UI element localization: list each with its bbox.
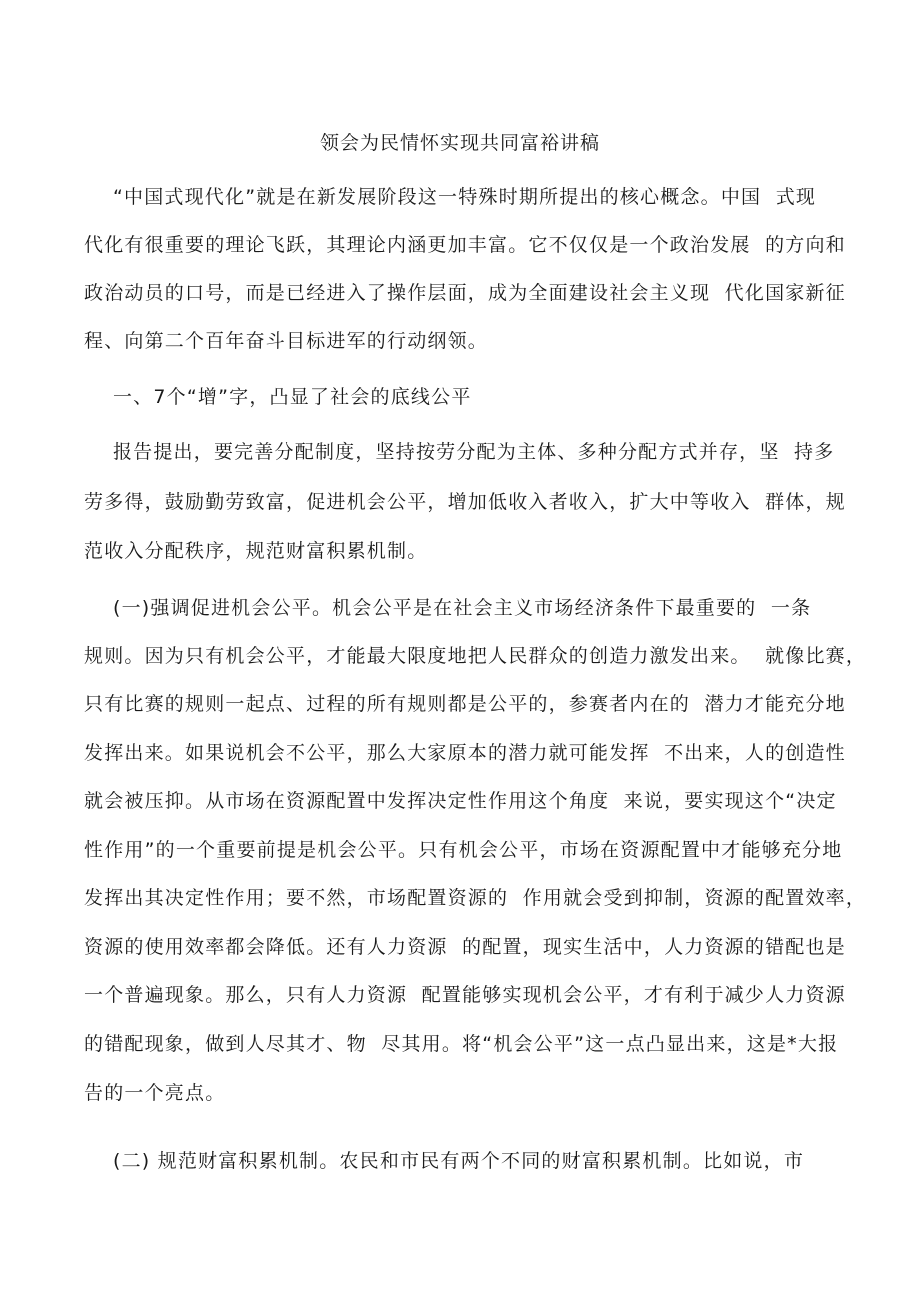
text-line: 代化有很重要的理论飞跃，其理论内涵更加丰富。它不仅仅是一个政治发展 的方向和 — [84, 234, 846, 256]
text-line: 政治动员的口号，而是已经进入了操作层面，成为全面建设社会主义现 代化国家新征 — [84, 282, 846, 304]
text-line: “中国式现代化”就是在新发展阶段这一特殊时期所提出的核心概念。中国 式现 — [84, 186, 817, 208]
text-line: 就会被压抑。从市场在资源配置中发挥决定性作用这个角度 来说，要实现这个“决定 — [84, 790, 837, 812]
text-line: 一个普遍现象。那么，只有人力资源 配置能够实现机会公平，才有利于减少人力资源 — [84, 984, 846, 1006]
section-heading: 一、7个“增”字，凸显了社会的底线公平 — [84, 386, 472, 408]
text-line: 发挥出其决定性作用；要不然，市场配置资源的 作用就会受到抑制，资源的配置效率， — [84, 887, 867, 909]
text-line: (二) 规范财富积累机制。农民和市民有两个不同的财富积累机制。比如说，市 — [84, 1150, 805, 1172]
text-line: 劳多得，鼓励勤劳致富，促进机会公平，增加低收入者收入，扩大中等收入 群体，规 — [84, 491, 846, 513]
text-line: 资源的使用效率都会降低。还有人力资源 的配置，现实生活中，人力资源的错配也是 — [84, 936, 846, 958]
text-line: 的错配现象，做到人尽其才、物 尽其用。将“机会公平”这一点凸显出来，这是*大报 — [84, 1033, 839, 1055]
text-line: 只有比赛的规则一起点、过程的所有规则都是公平的，参赛者内在的 潜力才能充分地 — [84, 693, 846, 715]
page-title: 领会为民情怀实现共同富裕讲稿 — [319, 132, 600, 154]
text-line: 性作用”的一个重要前提是机会公平。只有机会公平，市场在资源配置中才能够充分地 — [84, 839, 843, 861]
text-line: 程、向第二个百年奋斗目标进军的行动纲领。 — [84, 330, 489, 352]
text-line: 告的一个亮点。 — [84, 1082, 226, 1104]
text-line: (一)强调促进机会公平。机会公平是在社会主义市场经济条件下最重要的 一条 — [84, 597, 812, 619]
text-line: 范收入分配秩序，规范财富积累机制。 — [84, 540, 428, 562]
text-line: 规则。因为只有机会公平，才能最大限度地把人民群众的创造力激发出来。 就像比赛， — [84, 645, 867, 667]
text-line: 发挥出来。如果说机会不公平，那么大家原本的潜力就可能发挥 不出来，人的创造性 — [84, 742, 846, 764]
text-line: 报告提出，要完善分配制度，坚持按劳分配为主体、多种分配方式并存，坚 持多 — [84, 441, 835, 463]
